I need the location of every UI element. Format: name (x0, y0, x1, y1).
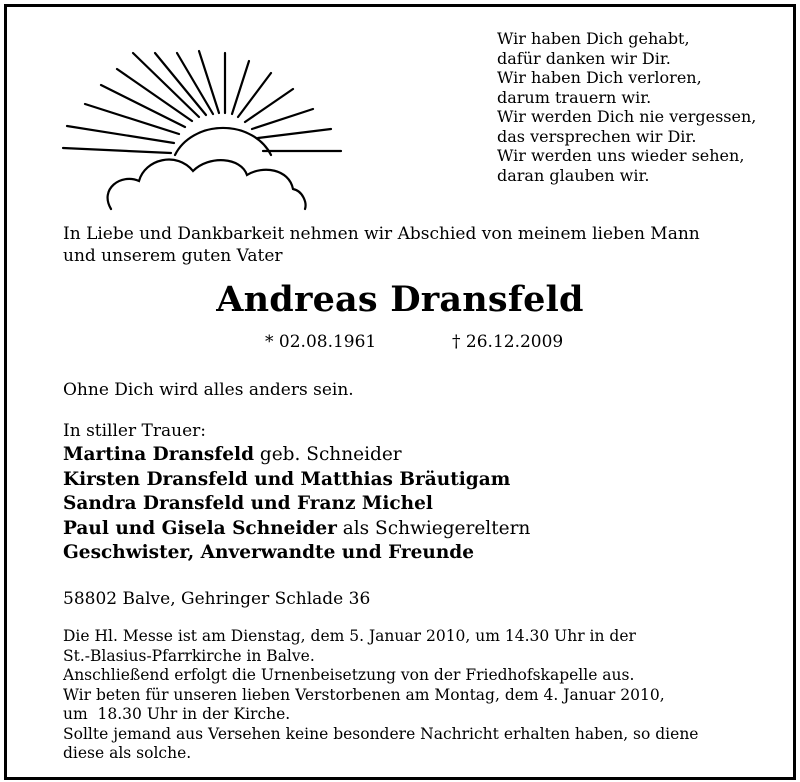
obituary-notice (4, 4, 796, 780)
address: 58802 Balve, Gehringer Schlade 36 (63, 589, 371, 609)
mourner-note: als Schwiegereltern (336, 517, 531, 539)
mourner-line (63, 443, 530, 468)
birth-date: * 02.08.1961 (265, 332, 377, 352)
notice-line: St.-Blasius-Pfarrkirche in Balve. (63, 646, 315, 665)
mourner-name: Sandra Dransfeld und Franz Michel (63, 493, 433, 514)
notice-line: Anschließend erfolgt die Urnenbeisetzung von der Friedhofskapelle aus. (63, 666, 635, 684)
notice-line: Die Hl. Messe ist am Dienstag, dem 5. Januar 2010, um 14.30 Uhr in der (63, 627, 636, 645)
poem-line: Wir werden Dich nie vergessen, (497, 107, 757, 126)
mourning-heading: In stiller Trauer: (63, 421, 206, 441)
mourner-line (63, 468, 530, 493)
mourner-name: Kirsten Dransfeld und Matthias Bräutigam (63, 468, 511, 490)
mourners-list (63, 419, 530, 566)
intro-line: und unserem guten Vater (63, 246, 283, 266)
intro-line: In Liebe und Dankbarkeit nehmen wir Abschied von meinem lieben Mann (63, 224, 700, 244)
poem (497, 29, 756, 185)
poem-line: darum trauern wir. (497, 87, 652, 107)
notice-line: Sollte jemand aus Versehen keine besondere Nachricht erhalten haben, so diene (63, 724, 699, 743)
intro-text (63, 223, 700, 267)
poem-line: das versprechen wir Dir. (497, 126, 697, 146)
sun-over-clouds-icon (59, 47, 349, 217)
notice-line: diese als solche. (63, 744, 192, 762)
mourner-line (63, 492, 530, 517)
deceased-name: Andreas Dransfeld (216, 279, 584, 320)
service-notice (63, 627, 698, 764)
poem-line: daran glauben wir. (497, 165, 650, 185)
mourner-line (63, 517, 530, 542)
mourner-note: geb. Schneider (254, 444, 402, 465)
mourner-name: Paul und Gisela Schneider (63, 517, 337, 539)
mourner-name: Geschwister, Anverwandte und Freunde (63, 542, 475, 563)
mourner-name: Martina Dransfeld (63, 444, 254, 465)
motto: Ohne Dich wird alles anders sein. (63, 380, 354, 400)
mourner-line (63, 541, 530, 566)
poem-line: Wir haben Dich gehabt, (497, 29, 690, 48)
poem-line: dafür danken wir Dir. (497, 48, 671, 68)
poem-line: Wir haben Dich verloren, (497, 68, 702, 87)
notice-line: Wir beten für unseren lieben Verstorbenen am Montag, dem 4. Januar 2010, (63, 685, 665, 704)
notice-line: um 18.30 Uhr in der Kirche. (63, 705, 291, 723)
poem-line: Wir werden uns wieder sehen, (497, 146, 745, 165)
death-date: † 26.12.2009 (452, 332, 564, 352)
